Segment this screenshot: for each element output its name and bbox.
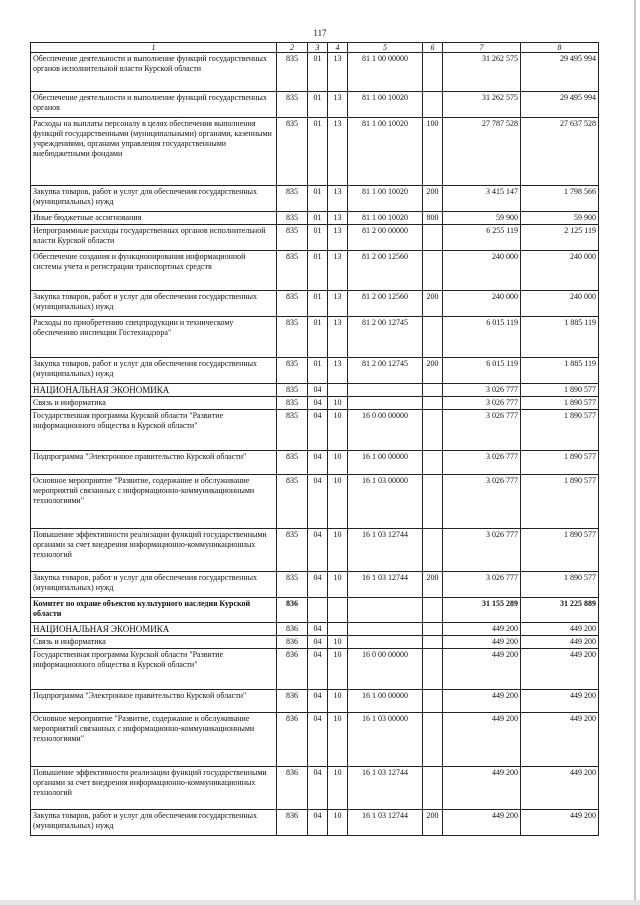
cell-subsection: 10 (328, 475, 348, 529)
cell-grbs: 836 (277, 636, 308, 649)
cell-section: 04 (308, 451, 328, 475)
cell-amount-year1: 6 015 119 (443, 358, 521, 384)
cell-amount-year2: 1 890 577 (521, 475, 599, 529)
cell-section: 04 (308, 690, 328, 713)
table-row (31, 713, 599, 767)
cell-target-article (348, 598, 423, 623)
cell-target-article: 81 1 00 00000 (348, 53, 423, 92)
page-number: 117 (313, 28, 327, 38)
cell-amount-year2: 1 885 119 (521, 317, 599, 358)
table-row (31, 451, 599, 475)
cell-amount-year2: 1 885 119 (521, 358, 599, 384)
cell-name: Связь и информатика (31, 636, 277, 649)
cell-amount-year1: 31 262 575 (443, 92, 521, 118)
header-cell: 4 (328, 43, 348, 53)
cell-amount-year2: 31 225 889 (521, 598, 599, 623)
cell-amount-year1: 240 000 (443, 251, 521, 291)
cell-amount-year1: 3 026 777 (443, 397, 521, 410)
cell-section: 04 (308, 410, 328, 451)
cell-expense-type (423, 451, 443, 475)
cell-name: Государственная программа Курской области "Развитие информационного общества в Курской области" (31, 649, 277, 690)
cell-grbs: 836 (277, 690, 308, 713)
cell-expense-type (423, 690, 443, 713)
cell-target-article: 16 1 03 12744 (348, 529, 423, 572)
cell-expense-type (423, 767, 443, 810)
cell-subsection: 13 (328, 291, 348, 317)
cell-section: 04 (308, 397, 328, 410)
cell-amount-year2: 449 200 (521, 713, 599, 767)
cell-expense-type (423, 251, 443, 291)
header-row (31, 43, 599, 53)
cell-amount-year1: 449 200 (443, 713, 521, 767)
cell-name: Повышение эффективности реализации функций государственными органами за счет внедрения информационно-коммуникационных технологий (31, 767, 277, 810)
cell-expense-type (423, 649, 443, 690)
cell-target-article: 81 1 00 10020 (348, 92, 423, 118)
cell-amount-year2: 449 200 (521, 767, 599, 810)
cell-amount-year1: 449 200 (443, 810, 521, 836)
cell-amount-year1: 449 200 (443, 767, 521, 810)
cell-target-article: 16 1 00 00000 (348, 451, 423, 475)
table-row (31, 397, 599, 410)
cell-amount-year1: 31 262 575 (443, 53, 521, 92)
cell-target-article: 16 0 00 00000 (348, 649, 423, 690)
cell-expense-type (423, 623, 443, 636)
cell-name: Закупка товаров, работ и услуг для обеспечения государственных (муниципальных) нужд (31, 186, 277, 212)
cell-grbs: 835 (277, 212, 308, 225)
cell-section: 01 (308, 53, 328, 92)
cell-target-article: 81 2 00 12560 (348, 251, 423, 291)
cell-target-article (348, 636, 423, 649)
cell-grbs: 836 (277, 649, 308, 690)
cell-name: Повышение эффективности реализации функций государственными органами за счет внедрения информационно-коммуникационных технологий (31, 529, 277, 572)
cell-amount-year2: 449 200 (521, 636, 599, 649)
cell-subsection: 10 (328, 810, 348, 836)
cell-subsection (328, 598, 348, 623)
scan-edge (634, 0, 636, 905)
cell-name: Обеспечение деятельности и выполнение функций государственных органов исполнительной власти Курской области (31, 53, 277, 92)
page-bottom-edge (0, 900, 640, 905)
cell-grbs: 835 (277, 529, 308, 572)
table-row (31, 810, 599, 836)
cell-section: 04 (308, 649, 328, 690)
cell-grbs: 835 (277, 251, 308, 291)
cell-name: Закупка товаров, работ и услуг для обеспечения государственных (муниципальных) нужд (31, 358, 277, 384)
header-cell: 1 (31, 43, 277, 53)
cell-section: 01 (308, 291, 328, 317)
cell-subsection: 10 (328, 649, 348, 690)
cell-subsection: 10 (328, 451, 348, 475)
cell-section: 01 (308, 212, 328, 225)
cell-amount-year2: 240 000 (521, 251, 599, 291)
cell-subsection: 13 (328, 53, 348, 92)
cell-amount-year2: 449 200 (521, 649, 599, 690)
cell-subsection (328, 623, 348, 636)
table-row (31, 572, 599, 598)
cell-subsection: 10 (328, 529, 348, 572)
cell-amount-year2: 1 890 577 (521, 410, 599, 451)
table-row (31, 186, 599, 212)
cell-target-article: 16 1 03 12744 (348, 572, 423, 598)
cell-section: 01 (308, 225, 328, 251)
cell-amount-year2: 29 495 994 (521, 92, 599, 118)
table-row (31, 384, 599, 397)
cell-expense-type (423, 598, 443, 623)
cell-grbs: 835 (277, 358, 308, 384)
cell-section: 01 (308, 317, 328, 358)
cell-name: Обеспечение создания и функционирования информационной системы учета и регистрации транспортных средств (31, 251, 277, 291)
cell-grbs: 835 (277, 118, 308, 186)
cell-expense-type (423, 317, 443, 358)
cell-grbs: 836 (277, 767, 308, 810)
cell-expense-type: 200 (423, 572, 443, 598)
cell-section: 04 (308, 810, 328, 836)
cell-target-article: 16 1 00 00000 (348, 690, 423, 713)
cell-section: 04 (308, 529, 328, 572)
header-cell: 3 (308, 43, 328, 53)
cell-name: Непрограммные расходы государственных органов исполнительной власти Курской области (31, 225, 277, 251)
cell-amount-year2: 449 200 (521, 690, 599, 713)
table-row (31, 291, 599, 317)
cell-grbs: 836 (277, 623, 308, 636)
cell-subsection: 10 (328, 690, 348, 713)
table-row (31, 225, 599, 251)
cell-target-article (348, 384, 423, 397)
table-row (31, 529, 599, 572)
cell-target-article: 16 1 03 00000 (348, 713, 423, 767)
cell-name: НАЦИОНАЛЬНАЯ ЭКОНОМИКА (31, 384, 277, 397)
cell-grbs: 836 (277, 598, 308, 623)
table-row (31, 598, 599, 623)
cell-amount-year2: 240 000 (521, 291, 599, 317)
table-row (31, 251, 599, 291)
cell-amount-year1: 3 026 777 (443, 410, 521, 451)
cell-amount-year2: 449 200 (521, 623, 599, 636)
table-row (31, 118, 599, 186)
table-row (31, 212, 599, 225)
cell-section: 04 (308, 475, 328, 529)
table-row (31, 410, 599, 451)
cell-grbs: 836 (277, 713, 308, 767)
cell-subsection: 13 (328, 186, 348, 212)
cell-expense-type (423, 53, 443, 92)
cell-section: 04 (308, 572, 328, 598)
cell-grbs: 835 (277, 225, 308, 251)
cell-subsection: 13 (328, 118, 348, 186)
cell-expense-type (423, 397, 443, 410)
cell-target-article: 81 1 00 10020 (348, 118, 423, 186)
cell-amount-year1: 27 787 528 (443, 118, 521, 186)
cell-target-article: 81 1 00 10020 (348, 186, 423, 212)
cell-name: Обеспечение деятельности и выполнение функций государственных органов (31, 92, 277, 118)
cell-name: Закупка товаров, работ и услуг для обеспечения государственных (муниципальных) нужд (31, 810, 277, 836)
cell-amount-year1: 240 000 (443, 291, 521, 317)
cell-name: Комитет по охране объектов культурного наследия Курской области (31, 598, 277, 623)
table-row (31, 358, 599, 384)
cell-grbs: 835 (277, 410, 308, 451)
cell-amount-year1: 3 026 777 (443, 572, 521, 598)
cell-target-article: 81 2 00 12560 (348, 291, 423, 317)
table-row (31, 649, 599, 690)
cell-section: 01 (308, 118, 328, 186)
cell-amount-year1: 31 155 289 (443, 598, 521, 623)
cell-amount-year2: 27 637 528 (521, 118, 599, 186)
cell-grbs: 836 (277, 810, 308, 836)
cell-expense-type (423, 410, 443, 451)
cell-expense-type: 200 (423, 810, 443, 836)
header-cell: 6 (423, 43, 443, 53)
cell-subsection: 10 (328, 636, 348, 649)
cell-name: НАЦИОНАЛЬНАЯ ЭКОНОМИКА (31, 623, 277, 636)
table-row (31, 767, 599, 810)
cell-subsection: 10 (328, 397, 348, 410)
cell-target-article: 81 2 00 12745 (348, 317, 423, 358)
cell-section: 01 (308, 186, 328, 212)
cell-amount-year1: 3 026 777 (443, 529, 521, 572)
cell-subsection: 13 (328, 358, 348, 384)
cell-name: Основное мероприятие "Развитие, содержание и обслуживание мероприятий связанных с информационно-коммуникационными технологиями" (31, 475, 277, 529)
cell-subsection: 13 (328, 225, 348, 251)
cell-amount-year1: 449 200 (443, 690, 521, 713)
cell-name: Подпрограмма "Электронное правительство Курской области" (31, 690, 277, 713)
cell-section: 04 (308, 713, 328, 767)
cell-expense-type: 100 (423, 118, 443, 186)
header-cell: 8 (521, 43, 599, 53)
cell-amount-year1: 3 415 147 (443, 186, 521, 212)
cell-expense-type: 200 (423, 358, 443, 384)
table-row (31, 317, 599, 358)
cell-target-article: 16 1 03 12744 (348, 767, 423, 810)
cell-name: Закупка товаров, работ и услуг для обеспечения государственных (муниципальных) нужд (31, 572, 277, 598)
cell-section: 01 (308, 358, 328, 384)
cell-amount-year2: 29 495 994 (521, 53, 599, 92)
table-row (31, 623, 599, 636)
table-row (31, 53, 599, 92)
cell-amount-year1: 59 900 (443, 212, 521, 225)
cell-name: Расходы по приобретению спецпродукции и техническому обеспечению инспекции Гостехнадзора" (31, 317, 277, 358)
cell-grbs: 835 (277, 186, 308, 212)
cell-amount-year1: 449 200 (443, 636, 521, 649)
cell-subsection: 13 (328, 212, 348, 225)
cell-amount-year1: 3 026 777 (443, 475, 521, 529)
cell-section: 01 (308, 251, 328, 291)
cell-subsection: 13 (328, 317, 348, 358)
cell-expense-type (423, 713, 443, 767)
cell-amount-year2: 1 890 577 (521, 451, 599, 475)
table-row (31, 690, 599, 713)
cell-expense-type (423, 636, 443, 649)
table-row (31, 636, 599, 649)
cell-section: 04 (308, 636, 328, 649)
cell-target-article: 16 0 00 00000 (348, 410, 423, 451)
cell-target-article: 81 2 00 12745 (348, 358, 423, 384)
cell-amount-year1: 6 255 119 (443, 225, 521, 251)
cell-target-article: 81 1 00 10020 (348, 212, 423, 225)
cell-name: Подпрограмма "Электронное правительство Курской области" (31, 451, 277, 475)
cell-name: Расходы на выплаты персоналу в целях обеспечения выполнения функций государственными (муниципальными) органами, казенными учреждениями, органами управления государственными внебюджетными фондами (31, 118, 277, 186)
table-row (31, 475, 599, 529)
cell-amount-year2: 2 125 119 (521, 225, 599, 251)
header-cell: 2 (277, 43, 308, 53)
table-row (31, 92, 599, 118)
cell-amount-year2: 1 890 577 (521, 384, 599, 397)
cell-name: Иные бюджетные ассигнования (31, 212, 277, 225)
cell-amount-year2: 1 890 577 (521, 572, 599, 598)
cell-grbs: 835 (277, 291, 308, 317)
cell-expense-type (423, 92, 443, 118)
cell-expense-type (423, 529, 443, 572)
cell-amount-year2: 59 900 (521, 212, 599, 225)
cell-expense-type: 200 (423, 186, 443, 212)
cell-name: Связь и информатика (31, 397, 277, 410)
cell-name: Государственная программа Курской области "Развитие информационного общества в Курской области" (31, 410, 277, 451)
cell-expense-type: 800 (423, 212, 443, 225)
cell-expense-type (423, 475, 443, 529)
cell-amount-year1: 3 026 777 (443, 451, 521, 475)
cell-amount-year2: 1 890 577 (521, 397, 599, 410)
cell-section: 04 (308, 767, 328, 810)
cell-target-article (348, 623, 423, 636)
cell-amount-year2: 1 890 577 (521, 529, 599, 572)
cell-expense-type (423, 225, 443, 251)
cell-expense-type: 200 (423, 291, 443, 317)
cell-target-article (348, 397, 423, 410)
cell-subsection: 10 (328, 410, 348, 451)
cell-amount-year2: 1 798 566 (521, 186, 599, 212)
cell-subsection: 10 (328, 572, 348, 598)
cell-grbs: 835 (277, 397, 308, 410)
cell-grbs: 835 (277, 475, 308, 529)
cell-grbs: 835 (277, 384, 308, 397)
cell-subsection: 13 (328, 251, 348, 291)
cell-subsection: 10 (328, 767, 348, 810)
cell-name: Основное мероприятие "Развитие, содержание и обслуживание мероприятий связанных с информационно-коммуникационными технологиями" (31, 713, 277, 767)
cell-amount-year1: 3 026 777 (443, 384, 521, 397)
cell-target-article: 81 2 00 00000 (348, 225, 423, 251)
cell-amount-year1: 449 200 (443, 623, 521, 636)
cell-amount-year1: 6 015 119 (443, 317, 521, 358)
header-cell: 7 (443, 43, 521, 53)
cell-grbs: 835 (277, 572, 308, 598)
cell-expense-type (423, 384, 443, 397)
cell-grbs: 835 (277, 53, 308, 92)
cell-section: 04 (308, 623, 328, 636)
budget-table (30, 42, 599, 836)
cell-amount-year1: 449 200 (443, 649, 521, 690)
cell-section: 01 (308, 92, 328, 118)
cell-target-article: 16 1 03 12744 (348, 810, 423, 836)
cell-subsection: 10 (328, 713, 348, 767)
cell-section (308, 598, 328, 623)
cell-grbs: 835 (277, 451, 308, 475)
cell-section: 04 (308, 384, 328, 397)
cell-target-article: 16 1 03 00000 (348, 475, 423, 529)
cell-subsection: 13 (328, 92, 348, 118)
header-cell: 5 (348, 43, 423, 53)
cell-amount-year2: 449 200 (521, 810, 599, 836)
cell-name: Закупка товаров, работ и услуг для обеспечения государственных (муниципальных) нужд (31, 291, 277, 317)
cell-grbs: 835 (277, 92, 308, 118)
cell-grbs: 835 (277, 317, 308, 358)
cell-subsection (328, 384, 348, 397)
